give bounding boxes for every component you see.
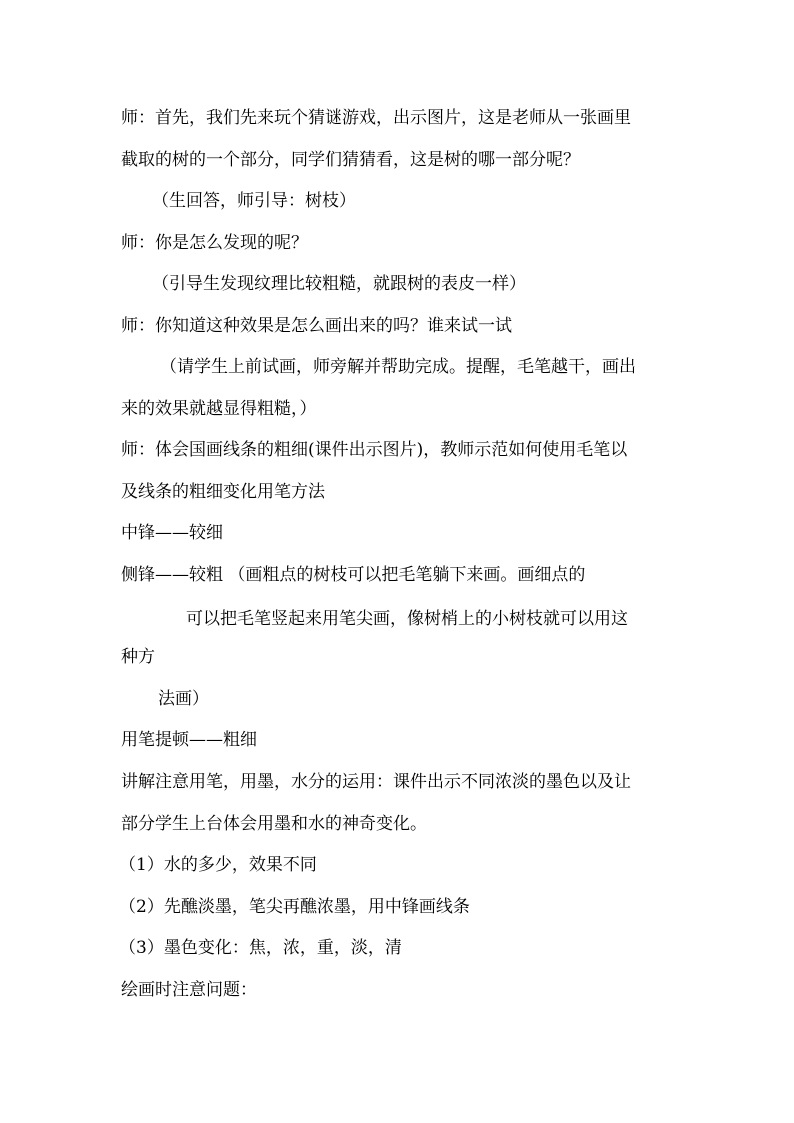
text-line: 种方 [121,647,155,667]
text-line: 中锋——较细 [121,523,223,543]
text-line: （2）先醮淡墨，笔尖再醮浓墨，用中锋画线条 [119,897,470,917]
text-line: 绘画时注意问题： [121,980,257,1000]
text-line: 部分学生上台体会用墨和水的神奇变化。 [121,814,427,834]
text-line: 可以把毛笔竖起来用笔尖画，像树梢上的小树枝就可以用这 [186,609,628,629]
text-line: 用笔提顿——粗细 [121,730,257,750]
text-line: 侧锋——较粗 （画粗点的树枝可以把毛笔躺下来画。画细点的 [121,565,586,585]
text-line: 来的效果就越显得粗糙，） [121,399,317,419]
text-line: （请学生上前试画，师旁解并帮助完成。提醒，毛笔越干，画出 [160,357,636,377]
text-line: 截取的树的一个部分，同学们猜猜看，这是树的哪一部分呢？ [121,150,580,170]
text-line: 法画） [158,689,209,709]
text-line: （引导生发现纹理比较粗糙，就跟树的表皮一样） [152,274,526,294]
text-line: 师：你是怎么发现的呢？ [121,233,308,253]
text-line: （3）墨色变化：焦，浓，重，淡，清 [119,938,402,958]
text-line: 师：体会国画线条的粗细(课件出示图片)，教师示范如何使用毛笔以 [121,440,628,460]
text-line: 师：你知道这种效果是怎么画出来的吗？谁来试一试 [121,316,512,336]
text-line: 及线条的粗细变化用笔方法 [121,482,325,502]
text-line: 师：首先，我们先来玩个猜谜游戏，出示图片，这是老师从一张画里 [121,108,631,128]
text-line: （生回答，师引导：树枝） [152,191,356,211]
text-line: 讲解注意用笔，用墨，水分的运用：课件出示不同浓淡的墨色以及让 [121,772,631,792]
text-line: （1）水的多少，效果不同 [119,855,317,875]
